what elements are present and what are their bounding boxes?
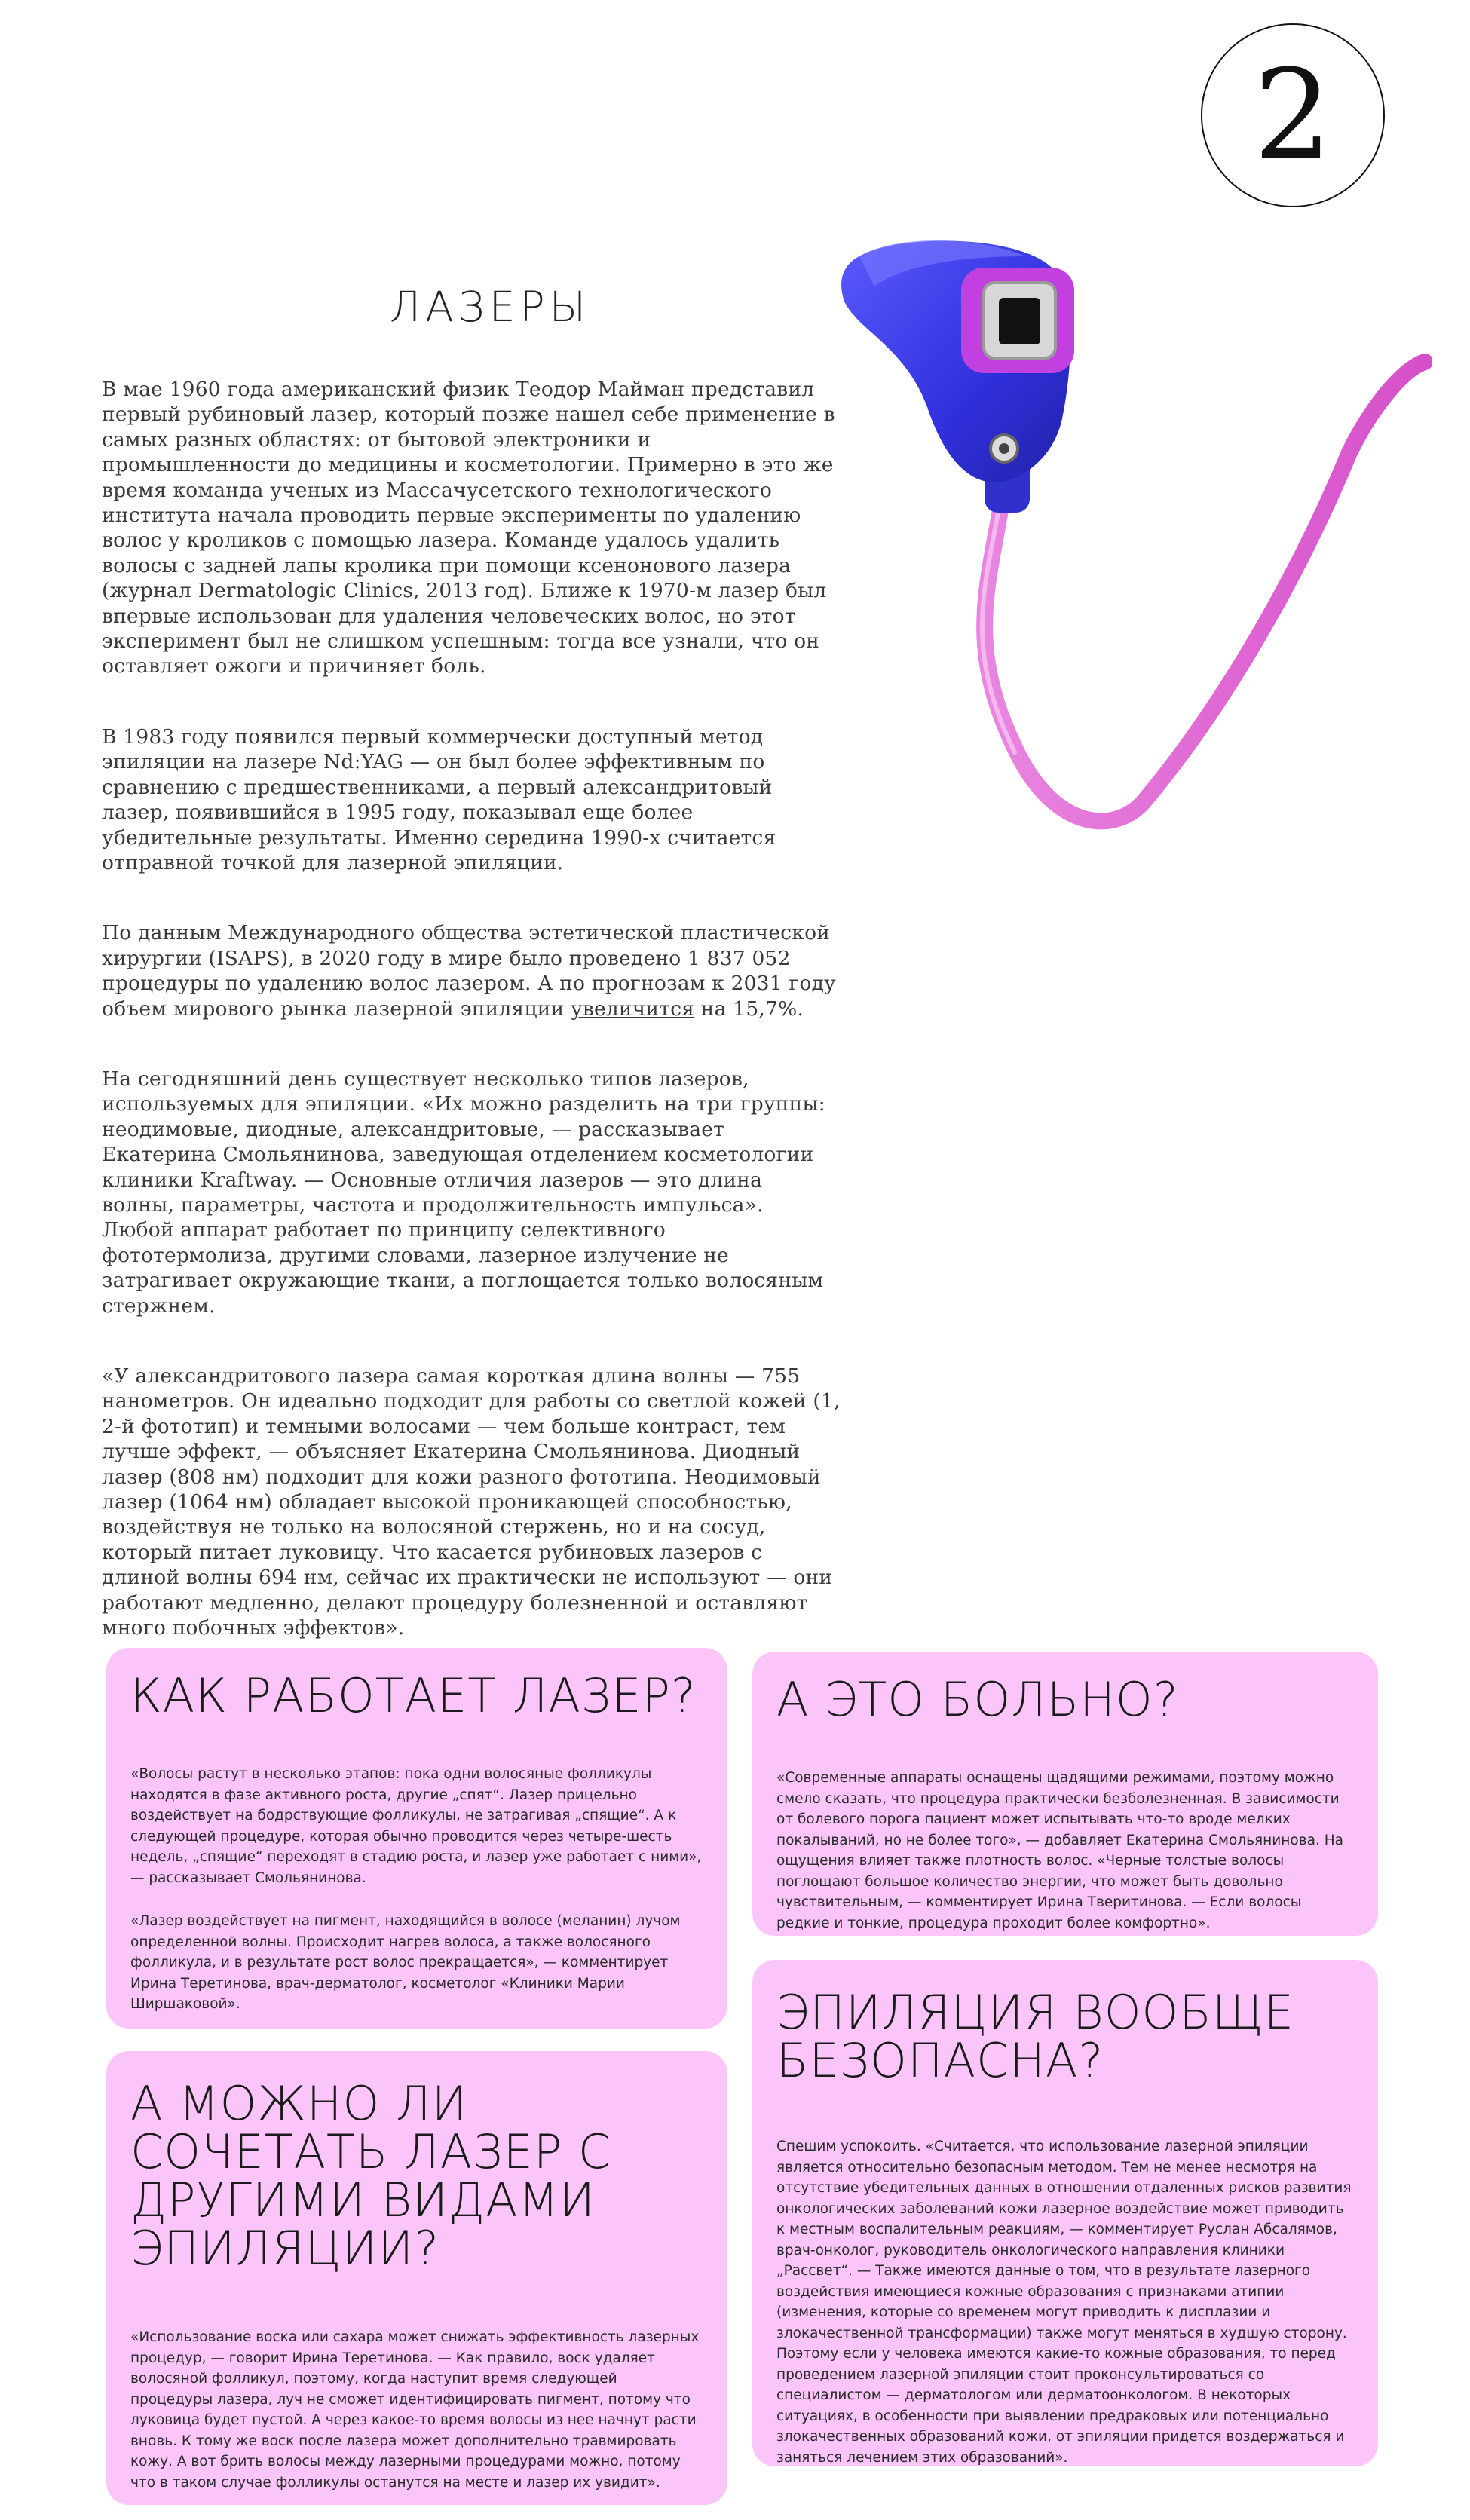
increase-link[interactable]: увеличится (571, 997, 695, 1021)
card-combine-methods (106, 2051, 727, 2505)
card-title: КАК РАБОТАЕТ ЛАЗЕР? (130, 1668, 697, 1723)
card-text: «Современные аппараты оснащены щадящими режимами, поэтому можно смело сказать, что процедура практически безболезненная. В зависимости от болевого порога пациент может испытывать что-то вроде мелких покалываний, но не более того», — добавляет Екатерина Смольянинова. На ощущения влияет также плотность волос. «Черные толстые волосы поглощают большое количество энергии, что может быть довольно чувствительным, — комментирует Ирина Тверитинова. — Если волосы редкие и тонкие, процедура проходит более комфортно». (776, 1770, 1343, 1931)
card-title: А ЭТО БОЛЬНО? (776, 1672, 1179, 1727)
page-number-badge (1201, 23, 1385, 207)
card-text: «Использование воска или сахара может снижать эффективность лазерных процедур, — говорит Ирина Теретинова. — Как правило, воск удаляет волосяной фолликул, поэтому, когда наступит время следующей процедуры лазера, луч не сможет идентифицировать пигмент, потому что луковица будет пустой. А через какое-то время волосы из нее начнут расти вновь. К тому же воск после лазера может дополнительно травмировать кожу. А вот брить волосы между лазерными процедурами можно, потому что в таком случае фолликулы останутся на месте и лазер их увидит». (130, 2329, 700, 2491)
laser-device-illustration (829, 226, 1432, 852)
card-title: А МОЖНО ЛИ СОЧЕТАТЬ ЛАЗЕР С ДРУГИМИ ВИДАМИ ЭПИЛЯЦИИ? (130, 2076, 612, 2276)
card-text: «Волосы растут в несколько этапов: пока одни волосяные фолликулы находятся в фазе активного роста, другие „спят“. Лазер прицельно воздействует на бодрствующие фолликулы, не затрагивая „спящие“. А к следующей процедуре, которая обычно проводится через четыре-шесть недель, „спящие“ переходят в стадию роста, и лазер уже работает с ними», — рассказывает Смольянинова. (130, 1766, 702, 1886)
article-body (102, 377, 841, 1686)
page-number: 2 (1253, 43, 1333, 187)
device-window (999, 298, 1040, 344)
card-text: Спешим успокоить. «Считается, что использование лазерной эпиляции является относительно безопасным методом. Тем не менее несмотря на отсутствие убедительных данных в отношении отдаленных рисков развития онкологических заболеваний кожи лазерное воздействие может приводить к местным воспалительным реакциям, — комментирует Руслан Абсалямов, врач-онколог, руководитель онкологического направления клиники „Рассвет“. — Также имеются данные о том, что в результате лазерного воздействия имеющиеся кожные образования с признаками атипии (изменения, которые со временем могут приводить к дисплазии и злокачественной трансформации) также могут меняться в худшую сторону. Поэтому если у человека имеются какие-то кожные образования, то перед проведением лазерной эпиляции стоит проконсультироваться со специалистом — дерматологом или дерматоонкологом. В некоторых ситуациях, в особенности при выявлении предраковых или потенциально злокачественных образований кожи, от эпиляции придется воздержаться и заняться лечением этих образований». (776, 2139, 1352, 2466)
article-paragraph: В 1983 году появился первый коммерчески доступный метод эпиляции на лазере Nd:YAG — он был более эффективным по сравнению с предшественниками, а первый александритовый лазер, появившийся в 1995 году, показывал еще более убедительные результаты. Именно середина 1990-х считается отправной точкой для лазерной эпиляции. (102, 724, 776, 874)
article-paragraph: На сегодняшний день существует несколько типов лазеров, используемых для эпиляции. «Их можно разделить на три группы: неодимовые, диодные, александритовые, — рассказывает Екатерина Смольянинова, заведующая отделением косметологии клиники Kraftway. — Основные отличия лазеров — это длина волны, параметры, частота и продолжительность импульса». Любой аппарат работает по принципу селективного фототермолиза, другими словами, лазерное излучение не затрагивает окружающие ткани, а поглощается только волосяным стержнем. (102, 1067, 825, 1318)
article-title: ЛАЗЕРЫ (389, 283, 591, 331)
card-text: «Лазер воздействует на пигмент, находящийся в волосе (меланин) лучом определенной волны. Происходит нагрев волоса, а также волосяного фолликула, и в результате рост волос прекращается», — комментирует Ирина Теретинова, врач-дерматолог, косметолог «Клиники Марии Ширшаковой». (130, 1913, 681, 2012)
card-title: ЭПИЛЯЦИЯ ВООБЩЕ БЕЗОПАСНА? (776, 1985, 1294, 2088)
card-is-it-painful (752, 1652, 1378, 1936)
card-how-laser-works (106, 1648, 727, 2029)
article-paragraph: «У александритового лазера самая короткая длина волны — 755 нанометров. Он идеально подходит для работы со светлой кожей (1, 2-й фототип) и темными волосами — чем больше контраст, тем лучше эффект, — объясняет Екатерина Смольянинова. Диодный лазер (808 нм) подходит для кожи разного фототипа. Неодимовый лазер (1064 нм) обладает высокой проникающей способностью, воздействуя не только на волосяной стержень, но и на сосуд, который питает луковицу. Что касается рубиновых лазеров с длиной волны 694 нм, сейчас их практически не используют — они работают медленно, делают процедуру болезненной и оставляют много побочных эффектов». (102, 1364, 841, 1640)
card-is-it-safe (752, 1960, 1378, 2466)
article-paragraph: По данным Международного общества эстетической пластической хирургии (ISAPS), в 2020 году в мире было проведено 1 837 052 процедуры по удалению волос лазером. А по прогнозам к 2031 году объем мирового рынка лазерной эпиляции увеличится на 15,7%. (102, 921, 836, 1021)
article-paragraph: В мае 1960 года американский физик Теодор Майман представил первый рубиновый лазер, который позже нашел себе применение в самых разных областях: от бытовой электроники и промышленности до медицины и косметологии. Примерно в это же время команда ученых из Массачусетского технологического института начала проводить первые эксперименты по удалению волос у кроликов с помощью лазера. Команде удалось удалить волосы с задней лапы кролика при помощи ксенонового лазера (журнал Dermatologic Clinics, 2013 год). Ближе к 1970-м лазер был впервые использован для удаления человеческих волос, но этот эксперимент был не слишком успешным: тогда все узнали, что он оставляет ожоги и причиняет боль. (102, 378, 835, 678)
